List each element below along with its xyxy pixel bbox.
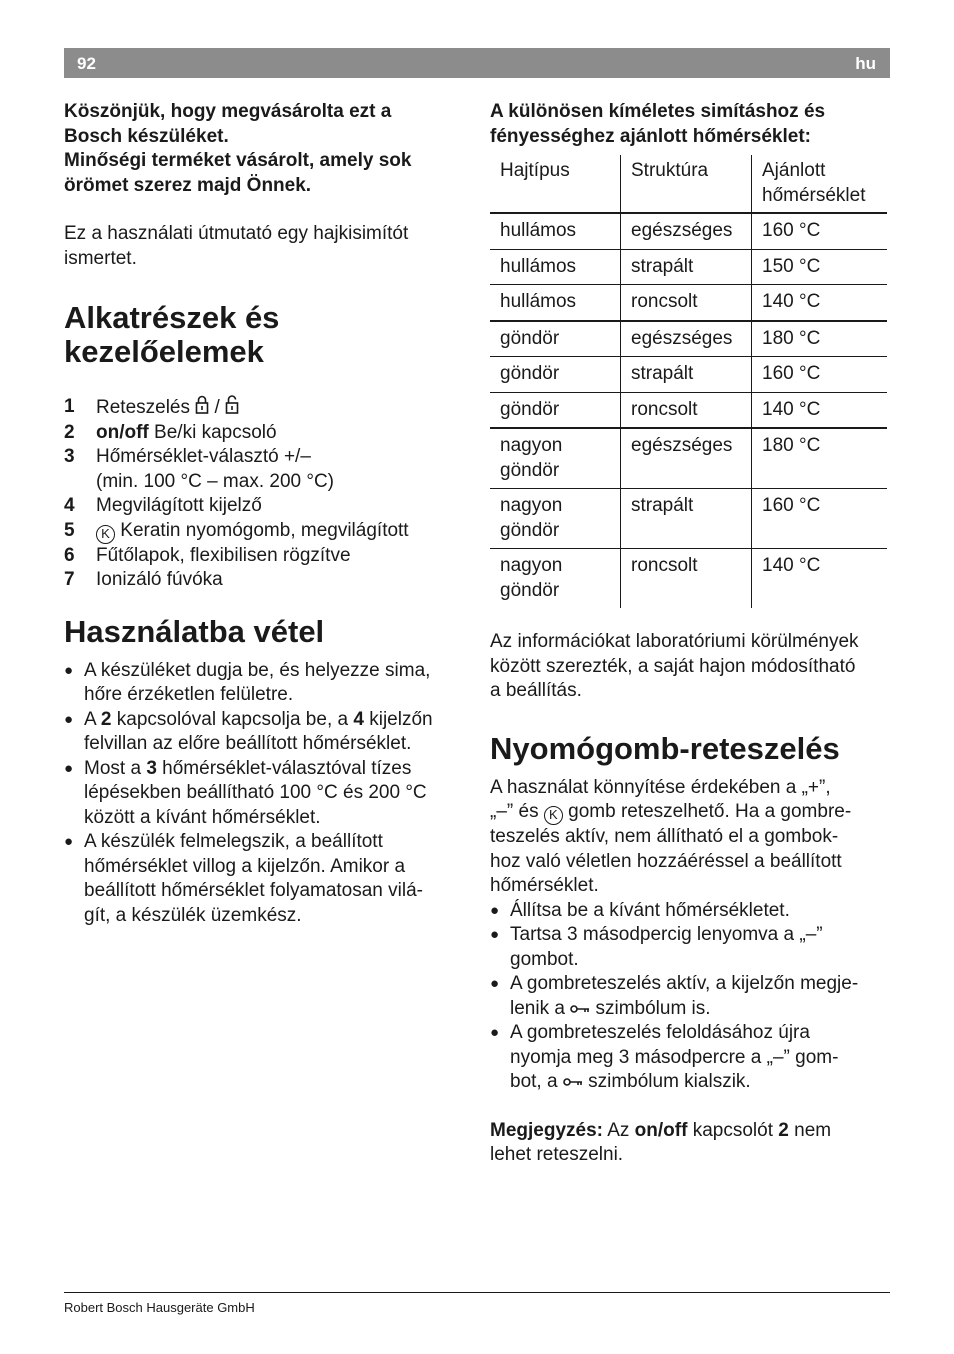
bullet-icon: ● <box>64 661 74 679</box>
left-column <box>64 100 464 928</box>
lock-list <box>490 899 890 1095</box>
right-column <box>490 100 890 1168</box>
table-row: hullámos strapált 150 °C <box>490 249 887 285</box>
footer-divider <box>64 1292 890 1293</box>
list-item: 3 Hőmérséklet-választó +/– (min. 100 °C – max. 200 °C) <box>64 446 335 492</box>
list-item: 7 Ionizáló fúvóka <box>64 569 223 590</box>
keratin-k-icon: K <box>544 806 563 825</box>
footer-company: Robert Bosch Hausgeräte GmbH <box>64 1300 255 1315</box>
list-item: 4 Megvilágított kijelző <box>64 495 262 516</box>
col-header-temp: Ajánlott hőmérséklet <box>752 155 888 213</box>
key-icon <box>570 1004 590 1014</box>
col-header-structure: Struktúra <box>621 155 752 213</box>
language-code: hu <box>855 54 876 73</box>
list-item: ● A gombreteszelés aktív, a kijelzőn megje- lenik a szimbólum is. <box>490 972 890 1021</box>
usage-list <box>64 659 464 929</box>
temperature-table <box>490 155 887 608</box>
list-item: ● A készülék felmelegszik, a beállított hőmérséklet villog a kijelzőn. Amikor a beállított hőmérséklet folyamatosan vilá- gít, a készülék üzemkész. <box>64 830 464 928</box>
page-number: 92 <box>77 54 96 73</box>
intro-thanks: Köszönjük, hogy megvásárolta ezt a Bosch készüléket. Minőségi terméket vásárolt, amely sok örömet szerez majd Önnek. <box>64 101 412 196</box>
key-icon <box>563 1077 583 1087</box>
parts-list <box>64 395 464 593</box>
table-row: nagyon göndör roncsolt 140 °C <box>490 549 887 609</box>
lock-open-icon <box>225 395 239 415</box>
parts-heading: Alkatrészek és kezelőelemek <box>64 300 280 369</box>
list-item: ● Állítsa be a kívánt hőmérsékletet. <box>490 899 890 924</box>
list-item: 6 Fűtőlapok, flexibilisen rögzítve <box>64 544 351 566</box>
list-item: 1 Reteszelés / <box>64 395 464 421</box>
table-row: göndör strapált 160 °C <box>490 357 887 393</box>
table-row: hullámos egészséges 160 °C <box>490 213 887 249</box>
keratin-k-icon: K <box>96 525 115 544</box>
list-item: 2 on/off Be/ki kapcsoló <box>64 421 277 443</box>
bullet-icon: ● <box>490 901 500 919</box>
list-item: ● A készüléket dugja be, és helyezze sima, hőre érzéketlen felületre. <box>64 659 464 708</box>
usage-heading: Használatba vétel <box>64 613 325 649</box>
bullet-icon: ● <box>490 926 500 943</box>
bullet-icon: ● <box>490 975 500 992</box>
lock-closed-icon <box>195 395 209 415</box>
bullet-icon: ● <box>64 759 74 777</box>
list-item: ● A gombreteszelés feloldásához újra nyomja meg 3 másodpercre a „–” gom- bot, a szimbólum kialszik. <box>490 1021 890 1095</box>
table-row: nagyon göndör egészséges 180 °C <box>490 428 887 489</box>
col-header-type: Hajtípus <box>500 160 570 181</box>
lock-heading: Nyomógomb-reteszelés <box>490 730 840 766</box>
intro-manual: Ez a használati útmutató egy hajkisimítót ismertet. <box>64 223 409 269</box>
table-row: göndör egészséges 180 °C <box>490 321 887 357</box>
table-row: hullámos roncsolt 140 °C <box>490 285 887 321</box>
table-header-row <box>490 155 887 213</box>
lock-description: A használat könnyítése érdekében a „+”, „–” és K gomb reteszelhető. Ha a gombre- teszelés aktív, nem állítható el a gombok- hoz való véletlen hozzáéréssel a beállított hőmérséklet. <box>490 776 852 896</box>
table-row: nagyon göndör strapált 160 °C <box>490 489 887 549</box>
list-item: 5 K Keratin nyomógomb, megvilágított <box>64 519 464 544</box>
list-item: ● Most a 3 hőmérséklet-választóval tízes lépésekben beállítható 100 °C és 200 °C között a kívánt hőmérséklet. <box>64 757 464 831</box>
table-title: A különösen kíméletes simításhoz és fényességhez ajánlott hőmérséklet: <box>490 101 826 147</box>
bullet-icon: ● <box>64 833 74 850</box>
lock-note: Megjegyzés: Az on/off kapcsolót 2 nem lehet reteszelni. <box>490 1119 832 1165</box>
list-item: ● Tartsa 3 másodpercig lenyomva a „–” gombot. <box>490 923 890 972</box>
list-item: ● A 2 kapcsolóval kapcsolja be, a 4 kijelzőn felvillan az előre beállított hőmérséklet. <box>64 708 464 757</box>
table-row: göndör roncsolt 140 °C <box>490 392 887 428</box>
table-note: Az információkat laboratóriumi körülmények között szerezték, a saját hajon módosítható a beállítás. <box>490 631 859 701</box>
page-header-bar <box>64 48 890 78</box>
bullet-icon: ● <box>64 710 74 728</box>
bullet-icon: ● <box>490 1024 500 1041</box>
